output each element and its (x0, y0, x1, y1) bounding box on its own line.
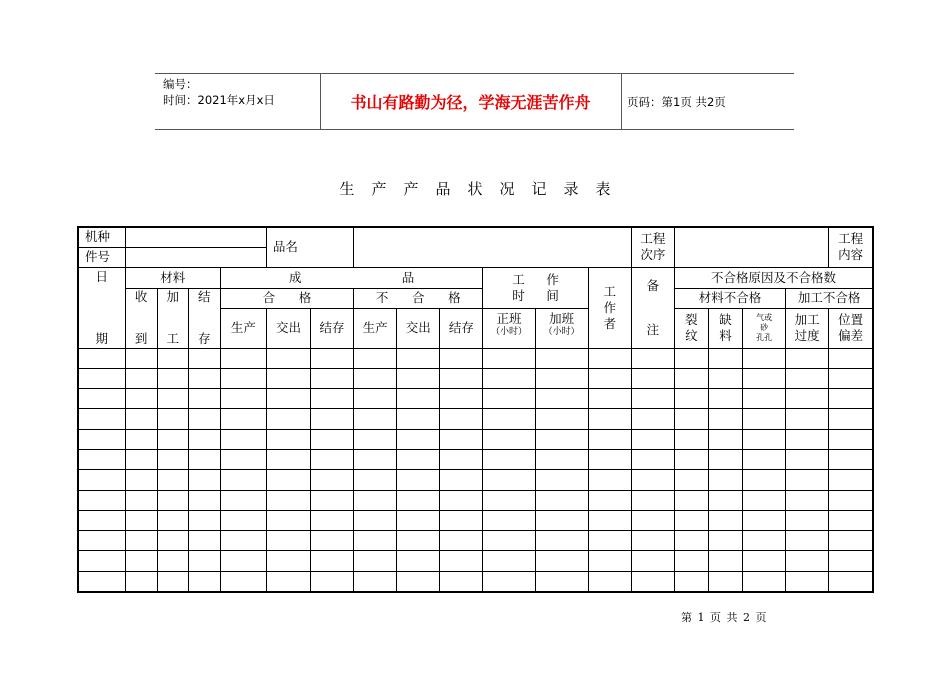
table-cell[interactable] (354, 490, 397, 510)
table-cell[interactable] (157, 409, 188, 429)
balance-header: 结存 (311, 308, 354, 348)
table-cell[interactable] (78, 389, 125, 409)
table-cell[interactable] (157, 368, 188, 388)
table-cell[interactable] (535, 571, 588, 591)
table-cell[interactable] (708, 510, 742, 530)
table-cell[interactable] (708, 409, 742, 429)
table-cell[interactable] (440, 470, 483, 490)
table-cell[interactable] (708, 368, 742, 388)
unqualified-header: 不 合 格 (354, 288, 483, 308)
table-cell[interactable] (354, 551, 397, 571)
table-cell[interactable] (220, 409, 266, 429)
table-cell[interactable] (311, 490, 354, 510)
position-deviation-header: 位置 偏差 (829, 308, 873, 348)
table-row (78, 490, 873, 510)
table-cell[interactable] (829, 571, 873, 591)
table-cell[interactable] (743, 551, 786, 571)
table-cell[interactable] (588, 571, 631, 591)
table-cell[interactable] (786, 389, 829, 409)
table-cell[interactable] (220, 531, 266, 551)
table-cell[interactable] (829, 368, 873, 388)
table-cell[interactable] (157, 531, 188, 551)
table-cell[interactable] (354, 409, 397, 429)
table-cell[interactable] (631, 531, 674, 551)
table-cell[interactable] (674, 348, 708, 368)
table-cell[interactable] (631, 389, 674, 409)
table-cell[interactable] (829, 449, 873, 469)
table-row (78, 510, 873, 530)
table-cell[interactable] (354, 531, 397, 551)
table-cell[interactable] (220, 490, 266, 510)
table-cell[interactable] (440, 409, 483, 429)
time-label: 时间：2021年x月x日 (163, 93, 275, 107)
product-name-field[interactable] (354, 227, 632, 267)
table-cell[interactable] (440, 490, 483, 510)
table-cell[interactable] (786, 510, 829, 530)
table-cell[interactable] (786, 348, 829, 368)
table-cell[interactable] (397, 551, 440, 571)
model-field[interactable] (125, 227, 266, 247)
table-cell[interactable] (483, 449, 535, 469)
table-cell[interactable] (220, 348, 266, 368)
worker-header: 工 作 者 (588, 267, 631, 348)
table-cell[interactable] (483, 490, 535, 510)
table-cell[interactable] (829, 551, 873, 571)
table-cell[interactable] (266, 531, 310, 551)
table-cell[interactable] (188, 449, 220, 469)
table-cell[interactable] (354, 429, 397, 449)
table-cell[interactable] (708, 348, 742, 368)
table-cell[interactable] (674, 470, 708, 490)
page-title: 生产产品状况记录表 (339, 180, 628, 198)
table-cell[interactable] (674, 531, 708, 551)
table-cell[interactable] (266, 571, 310, 591)
table-cell[interactable] (483, 551, 535, 571)
table-cell[interactable] (631, 449, 674, 469)
table-cell[interactable] (786, 531, 829, 551)
table-cell[interactable] (674, 409, 708, 429)
table-row (78, 348, 873, 368)
table-cell[interactable] (829, 531, 873, 551)
table-cell[interactable] (535, 490, 588, 510)
table-cell[interactable] (535, 470, 588, 490)
process-content-label: 工程 内容 (829, 227, 873, 267)
table-cell[interactable] (354, 510, 397, 530)
table-cell[interactable] (743, 409, 786, 429)
table-cell[interactable] (125, 429, 157, 449)
table-row (78, 571, 873, 591)
table-cell[interactable] (743, 490, 786, 510)
table-cell[interactable] (786, 368, 829, 388)
table-cell[interactable] (535, 409, 588, 429)
table-cell[interactable] (125, 409, 157, 429)
table-cell[interactable] (786, 449, 829, 469)
table-cell[interactable] (266, 551, 310, 571)
table-cell[interactable] (78, 368, 125, 388)
table-cell[interactable] (188, 490, 220, 510)
table-cell[interactable] (397, 490, 440, 510)
table-cell[interactable] (483, 429, 535, 449)
table-cell[interactable] (188, 571, 220, 591)
table-cell[interactable] (78, 551, 125, 571)
table-cell[interactable] (786, 490, 829, 510)
process-header: 加 工 (157, 288, 188, 348)
table-cell[interactable] (674, 368, 708, 388)
table-cell[interactable] (311, 510, 354, 530)
receive-header: 收 到 (125, 288, 157, 348)
table-row (78, 368, 873, 388)
table-cell[interactable] (588, 510, 631, 530)
part-no-field[interactable] (125, 247, 266, 267)
table-cell[interactable] (440, 368, 483, 388)
finished-header: 成 品 (220, 267, 483, 288)
table-cell[interactable] (188, 531, 220, 551)
table-cell[interactable] (588, 409, 631, 429)
table-cell[interactable] (311, 571, 354, 591)
table-cell[interactable] (397, 571, 440, 591)
table-cell[interactable] (220, 389, 266, 409)
production-record-table (77, 226, 874, 593)
table-cell[interactable] (786, 470, 829, 490)
table-cell[interactable] (588, 449, 631, 469)
table-cell[interactable] (157, 449, 188, 469)
table-cell[interactable] (266, 490, 310, 510)
table-cell[interactable] (354, 368, 397, 388)
table-cell[interactable] (829, 389, 873, 409)
table-cell[interactable] (588, 389, 631, 409)
table-cell[interactable] (829, 490, 873, 510)
table-cell[interactable] (631, 510, 674, 530)
table-cell[interactable] (397, 510, 440, 530)
table-cell[interactable] (125, 368, 157, 388)
table-cell[interactable] (78, 470, 125, 490)
table-cell[interactable] (311, 531, 354, 551)
table-cell[interactable] (588, 348, 631, 368)
product-name-label: 品名 (266, 227, 353, 267)
table-cell[interactable] (829, 348, 873, 368)
table-cell[interactable] (708, 389, 742, 409)
motto: 书山有路勤为径，学海无涯苦作舟 (350, 93, 591, 112)
table-cell[interactable] (125, 490, 157, 510)
table-cell[interactable] (829, 409, 873, 429)
table-cell[interactable] (266, 389, 310, 409)
table-cell[interactable] (220, 368, 266, 388)
table-cell[interactable] (157, 470, 188, 490)
table-cell[interactable] (786, 409, 829, 429)
overtime-header: 加班 （小时） (535, 308, 588, 348)
process-defect-header: 加工不合格 (786, 288, 873, 308)
table-row (78, 429, 873, 449)
table-cell[interactable] (631, 429, 674, 449)
table-cell[interactable] (354, 470, 397, 490)
table-cell[interactable] (125, 531, 157, 551)
table-cell[interactable] (786, 551, 829, 571)
table-cell[interactable] (440, 429, 483, 449)
regular-shift-header: 正班 （小时） (483, 308, 535, 348)
table-cell[interactable] (220, 571, 266, 591)
produce-header-2: 生产 (354, 308, 397, 348)
table-cell[interactable] (220, 510, 266, 530)
table-cell[interactable] (674, 389, 708, 409)
table-cell[interactable] (440, 551, 483, 571)
table-cell[interactable] (535, 551, 588, 571)
table-cell[interactable] (397, 470, 440, 490)
table-cell[interactable] (78, 510, 125, 530)
table-cell[interactable] (354, 571, 397, 591)
table-cell[interactable] (188, 551, 220, 571)
table-cell[interactable] (311, 368, 354, 388)
table-row (78, 551, 873, 571)
table-cell[interactable] (743, 449, 786, 469)
data-rows (78, 348, 873, 592)
table-cell[interactable] (125, 551, 157, 571)
table-cell[interactable] (674, 551, 708, 571)
table-row (78, 409, 873, 429)
table-cell[interactable] (78, 531, 125, 551)
table-cell[interactable] (188, 348, 220, 368)
table-cell[interactable] (266, 429, 310, 449)
table-cell[interactable] (397, 409, 440, 429)
table-cell[interactable] (266, 449, 310, 469)
table-cell[interactable] (266, 510, 310, 530)
table-cell[interactable] (743, 571, 786, 591)
table-cell[interactable] (311, 429, 354, 449)
table-cell[interactable] (708, 429, 742, 449)
header-meta (163, 76, 275, 108)
table-cell[interactable] (674, 490, 708, 510)
table-cell[interactable] (188, 409, 220, 429)
table-cell[interactable] (743, 531, 786, 551)
table-cell[interactable] (535, 531, 588, 551)
table-cell[interactable] (483, 409, 535, 429)
table-cell[interactable] (588, 429, 631, 449)
table-cell[interactable] (188, 368, 220, 388)
table-cell[interactable] (354, 389, 397, 409)
table-cell[interactable] (354, 449, 397, 469)
table-cell[interactable] (535, 348, 588, 368)
table-cell[interactable] (743, 389, 786, 409)
table-cell[interactable] (125, 470, 157, 490)
shortage-header: 缺 料 (708, 308, 742, 348)
date-header: 日 期 (78, 267, 125, 348)
table-cell[interactable] (743, 510, 786, 530)
table-cell[interactable] (440, 348, 483, 368)
table-cell[interactable] (631, 470, 674, 490)
table-cell[interactable] (220, 449, 266, 469)
table-cell[interactable] (743, 368, 786, 388)
table-cell[interactable] (829, 470, 873, 490)
table-cell[interactable] (266, 470, 310, 490)
produce-header: 生产 (220, 308, 266, 348)
table-cell[interactable] (157, 510, 188, 530)
table-cell[interactable] (483, 389, 535, 409)
part-no-label: 件号 (78, 247, 125, 267)
table-cell[interactable] (708, 449, 742, 469)
table-cell[interactable] (786, 429, 829, 449)
table-cell[interactable] (440, 571, 483, 591)
deliver-header: 交出 (266, 308, 310, 348)
table-cell[interactable] (311, 389, 354, 409)
table-row (78, 449, 873, 469)
table-cell[interactable] (157, 348, 188, 368)
table-cell[interactable] (708, 531, 742, 551)
table-cell[interactable] (440, 389, 483, 409)
table-cell[interactable] (535, 429, 588, 449)
page-label: 页码：第1页 共2页 (627, 95, 726, 109)
table-cell[interactable] (674, 510, 708, 530)
table-cell[interactable] (440, 531, 483, 551)
deliver-header-2: 交出 (397, 308, 440, 348)
page-footer: 第 1 页 共 2 页 (681, 611, 768, 624)
table-cell[interactable] (631, 409, 674, 429)
table-cell[interactable] (311, 551, 354, 571)
table-cell[interactable] (397, 531, 440, 551)
table-cell[interactable] (743, 429, 786, 449)
table-cell[interactable] (220, 429, 266, 449)
table-cell[interactable] (397, 449, 440, 469)
table-cell[interactable] (631, 571, 674, 591)
table-cell[interactable] (631, 490, 674, 510)
table-cell[interactable] (157, 389, 188, 409)
table-cell[interactable] (483, 531, 535, 551)
table-cell[interactable] (125, 571, 157, 591)
table-cell[interactable] (188, 429, 220, 449)
porosity-header: 气或 砂 孔孔 (743, 308, 786, 348)
table-cell[interactable] (354, 348, 397, 368)
table-cell[interactable] (78, 429, 125, 449)
table-cell[interactable] (220, 551, 266, 571)
work-time-header: 工 作 时 间 (483, 267, 588, 308)
table-cell[interactable] (397, 348, 440, 368)
table-row (78, 470, 873, 490)
material-defect-header: 材料不合格 (674, 288, 785, 308)
table-cell[interactable] (188, 389, 220, 409)
table-cell[interactable] (483, 348, 535, 368)
table-cell[interactable] (535, 389, 588, 409)
table-cell[interactable] (588, 551, 631, 571)
table-cell[interactable] (157, 571, 188, 591)
table-cell[interactable] (311, 470, 354, 490)
materials-header: 材料 (125, 267, 220, 288)
divider (621, 74, 622, 129)
table-cell[interactable] (157, 429, 188, 449)
table-cell[interactable] (266, 409, 310, 429)
qualified-header: 合 格 (220, 288, 353, 308)
table-cell[interactable] (397, 429, 440, 449)
table-cell[interactable] (440, 449, 483, 469)
table-cell[interactable] (311, 449, 354, 469)
table-cell[interactable] (311, 348, 354, 368)
table-cell[interactable] (631, 368, 674, 388)
table-cell[interactable] (78, 348, 125, 368)
table-cell[interactable] (674, 429, 708, 449)
table-cell[interactable] (588, 470, 631, 490)
remark-header: 备 注 (631, 267, 674, 348)
table-cell[interactable] (588, 490, 631, 510)
table-cell[interactable] (266, 368, 310, 388)
table-cell[interactable] (125, 510, 157, 530)
table-cell[interactable] (125, 449, 157, 469)
table-cell[interactable] (188, 510, 220, 530)
table-cell[interactable] (674, 449, 708, 469)
table-cell[interactable] (588, 368, 631, 388)
table-cell[interactable] (631, 551, 674, 571)
table-cell[interactable] (220, 470, 266, 490)
table-cell[interactable] (266, 348, 310, 368)
document-header (155, 73, 794, 130)
table-cell[interactable] (188, 470, 220, 490)
process-order-label: 工程 次序 (631, 227, 674, 267)
table-cell[interactable] (483, 368, 535, 388)
table-cell[interactable] (311, 409, 354, 429)
over-process-header: 加工 过度 (786, 308, 829, 348)
table-cell[interactable] (829, 429, 873, 449)
table-cell[interactable] (483, 571, 535, 591)
table-cell[interactable] (78, 409, 125, 429)
model-label: 机种 (78, 227, 125, 247)
table-cell[interactable] (588, 531, 631, 551)
balance-header-2: 结存 (440, 308, 483, 348)
table-cell[interactable] (743, 470, 786, 490)
table-cell[interactable] (125, 389, 157, 409)
table-row (78, 531, 873, 551)
table-cell[interactable] (483, 510, 535, 530)
table-cell[interactable] (125, 348, 157, 368)
table-cell[interactable] (157, 551, 188, 571)
serial-label: 编号： (163, 77, 198, 91)
crack-header: 裂 纹 (674, 308, 708, 348)
table-cell[interactable] (397, 368, 440, 388)
table-row (78, 389, 873, 409)
table-cell[interactable] (535, 368, 588, 388)
table-cell[interactable] (157, 490, 188, 510)
table-cell[interactable] (78, 490, 125, 510)
table-cell[interactable] (786, 571, 829, 591)
table-cell[interactable] (674, 571, 708, 591)
table-cell[interactable] (78, 571, 125, 591)
defect-reason-header: 不合格原因及不合格数 (674, 267, 873, 288)
table-cell[interactable] (829, 510, 873, 530)
table-cell[interactable] (743, 348, 786, 368)
table-cell[interactable] (397, 389, 440, 409)
table-cell[interactable] (483, 470, 535, 490)
process-order-field[interactable] (674, 227, 828, 267)
table-cell[interactable] (631, 348, 674, 368)
table-cell[interactable] (535, 449, 588, 469)
table-cell[interactable] (708, 551, 742, 571)
table-cell[interactable] (708, 490, 742, 510)
table-cell[interactable] (708, 571, 742, 591)
table-cell[interactable] (78, 449, 125, 469)
table-cell[interactable] (708, 470, 742, 490)
stock-header: 结 存 (188, 288, 220, 348)
table-cell[interactable] (440, 510, 483, 530)
table-cell[interactable] (535, 510, 588, 530)
